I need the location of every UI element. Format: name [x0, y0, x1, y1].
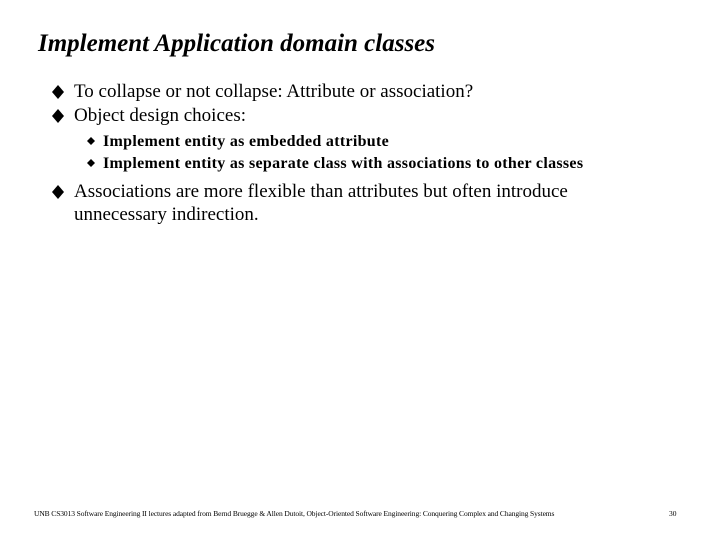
bullet-text: To collapse or not collapse: Attribute or association? — [74, 81, 474, 102]
square-bullet-icon — [87, 159, 95, 167]
diamond-bullet-icon — [52, 85, 64, 99]
diamond-bullet-icon — [52, 185, 64, 199]
bullet-item — [74, 80, 674, 103]
slide-footer: UNB CS3013 Software Engineering II lectures adapted from Bernd Bruegge & Allen Dutoit, Object-Oriented Software Engineering: Conquering Complex and Changing Systems — [34, 509, 555, 518]
slide-title: Implement Application domain classes — [38, 30, 436, 57]
sub-bullet-text: Implement entity as separate class with associations to other classes — [103, 155, 584, 172]
sub-bullet-text: Implement entity as embedded attribute — [103, 133, 390, 150]
bullet-text: Object design choices: — [74, 105, 247, 126]
page-number: 30 — [669, 509, 677, 518]
bullet-item — [74, 104, 674, 127]
sub-bullet-item — [103, 131, 389, 153]
square-bullet-icon — [87, 137, 95, 145]
diamond-bullet-icon — [52, 109, 64, 123]
bullet-item — [74, 180, 594, 226]
sub-bullet-item — [103, 153, 583, 175]
bullet-text: Associations are more flexible than attributes but often introduce unnecessary indirection. — [74, 181, 568, 225]
